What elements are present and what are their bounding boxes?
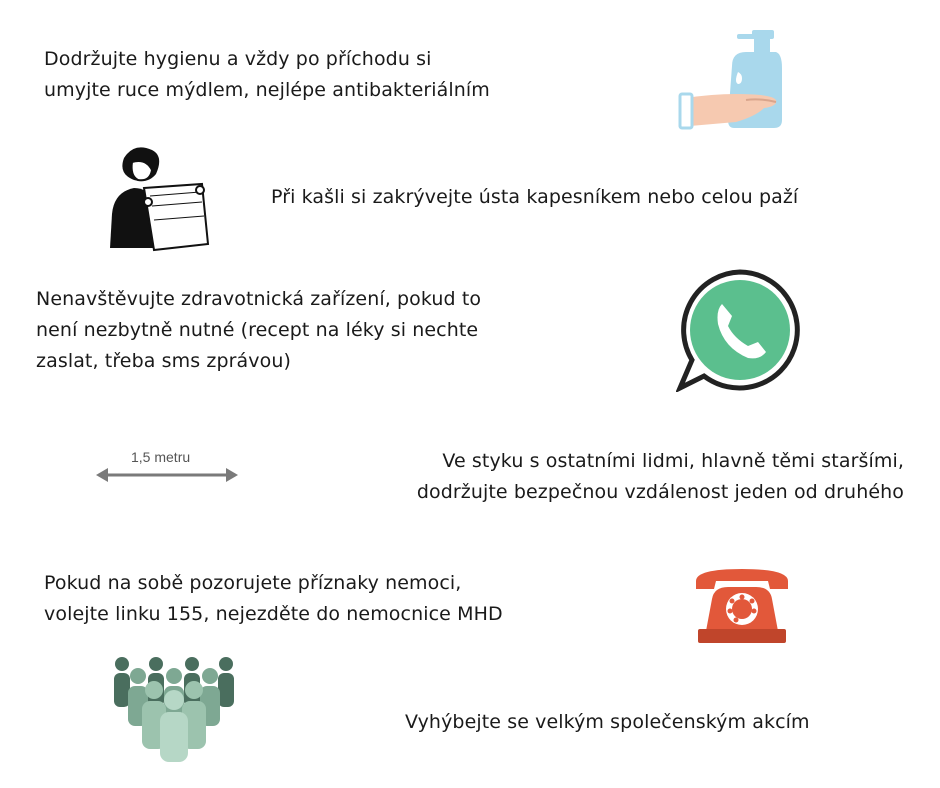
tip-symptoms bbox=[44, 568, 503, 630]
distance-label: 1,5 metru bbox=[131, 449, 191, 465]
rotary-telephone-icon bbox=[692, 565, 792, 645]
tip-events bbox=[405, 707, 810, 738]
woman-handkerchief-icon bbox=[104, 144, 214, 254]
tip-text-line: Ve styku s ostatními lidmi, hlavně těmi staršími, bbox=[442, 450, 904, 472]
tip-hygiene bbox=[44, 44, 490, 106]
tip-cough bbox=[271, 182, 798, 213]
tip-text-line: není nezbytně nutné (recept na léky si nechte bbox=[36, 319, 479, 341]
tip-text-line: umyjte ruce mýdlem, nejlépe antibakteriálním bbox=[44, 79, 490, 101]
distance-arrow-icon bbox=[94, 465, 240, 485]
hand-soap-icon bbox=[672, 28, 787, 134]
crowd-icon bbox=[110, 654, 238, 764]
tip-text-line: Pokud na sobě pozorujete příznaky nemoci, bbox=[44, 572, 462, 594]
tip-text-line: Dodržujte hygienu a vždy po příchodu si bbox=[44, 48, 432, 70]
tip-healthcare bbox=[36, 284, 481, 377]
whatsapp-phone-icon bbox=[676, 268, 804, 392]
tip-text-line: Nenavštěvujte zdravotnická zařízení, pokud to bbox=[36, 288, 482, 310]
tip-distance bbox=[417, 446, 904, 508]
tip-text-line: volejte linku 155, nejezděte do nemocnice MHD bbox=[44, 603, 503, 625]
tip-text-line: Při kašli si zakrývejte ústa kapesníkem nebo celou paží bbox=[271, 186, 799, 208]
tip-text-line: Vyhýbejte se velkým společenským akcím bbox=[405, 711, 810, 733]
tip-text-line: zaslat, třeba sms zprávou) bbox=[36, 350, 291, 372]
tip-text-line: dodržujte bezpečnou vzdálenost jeden od druhého bbox=[416, 481, 904, 503]
